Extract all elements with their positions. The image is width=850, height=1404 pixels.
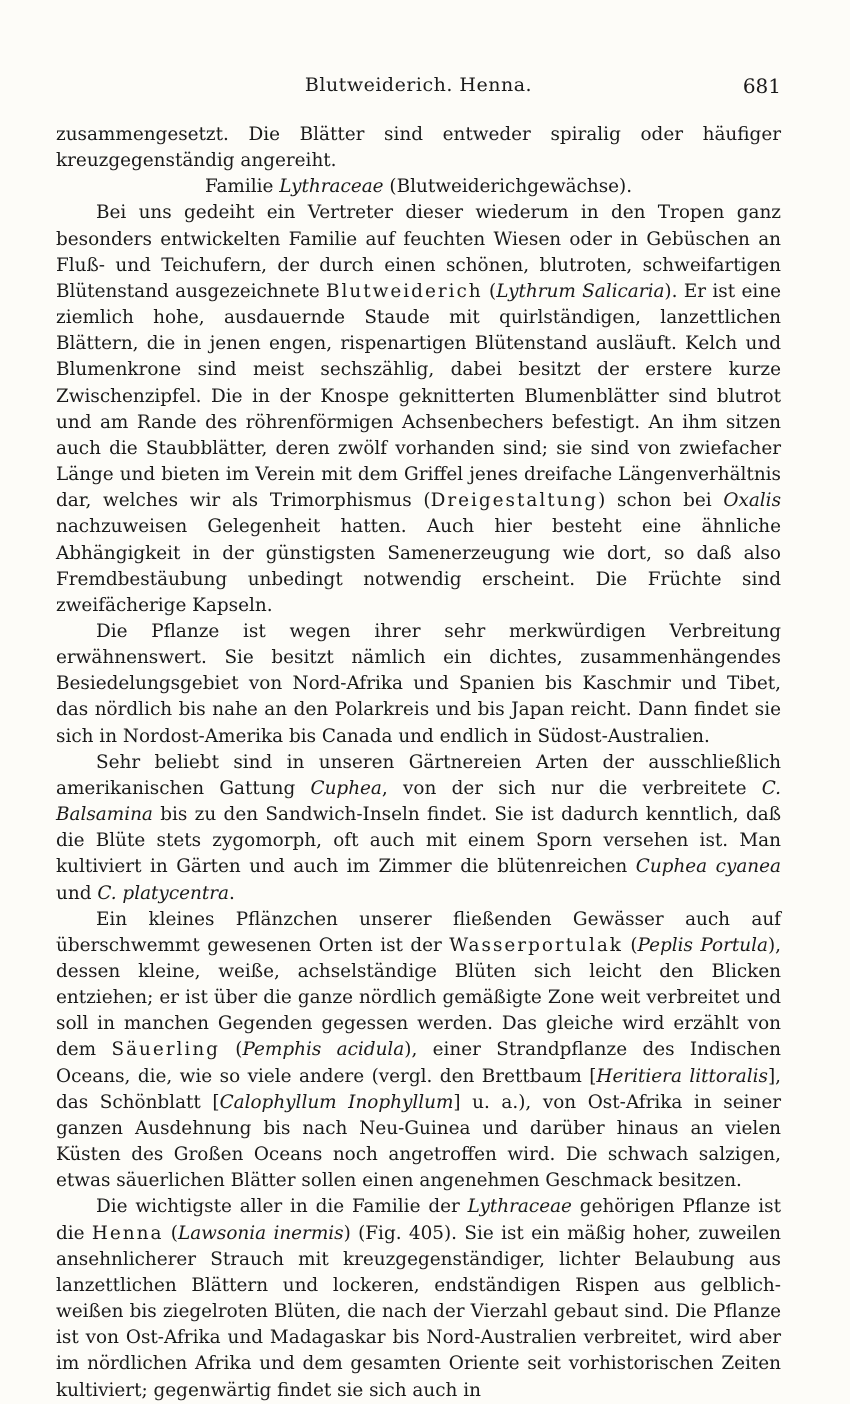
paragraph-verbreitung: Die Pflanze ist wegen ihrer sehr merkwürdigen Verbreitung erwähnenswert. Sie besitzt nämlich ein dichtes, zusammenhängendes Besiedelungsgebiet von Nord-Afrika und Spanien bis Kaschmir und Tibet, das nördlich bis nahe an den Polarkreis und bis Japan reicht. Dann findet sie sich in Nordost-Amerika bis Canada und endlich in Südost-Australien. (56, 620, 781, 747)
body-text (56, 122, 781, 1404)
paragraph-blutweiderich: Bei uns gedeiht ein Vertreter dieser wiederum in den Tropen ganz besonders entwickelten Familie auf feuchten Wiesen oder in Gebüschen an Fluß- und Teichufern, der durch einen schönen, blutroten, schweifartigen Blütenstand ausgezeichnete Blutweiderich (Lythrum Salicaria). Er ist eine ziemlich hohe, ausdauernde Staude mit quirlständigen, lanzettlichen Blättern, die in jenen engen, rispenartigen Blütenstand ausläuft. Kelch und Blumenkrone sind meist sechszählig, dabei besitzt der erstere kurze Zwischenzipfel. Die in der Knospe geknitterten Blumenblätter sind blutrot und am Rande des röhrenförmigen Achsenbechers befestigt. An ihm sitzen auch die Staubblätter, deren zwölf vorhanden sind; sie sind von zwiefacher Länge und bieten im Verein mit dem Griffel jenes dreifache Längenverhältnis dar, welches wir als Trimorphismus (Dreigestaltung) schon bei Oxalis nachzuweisen Gelegenheit hatten. Auch hier besteht eine ähnliche Abhängigkeit in der günstigsten Samenerzeugung wie dort, so daß also Fremdbestäubung unbedingt notwendig erscheint. Die Früchte sind zweifächerige Kapseln. (56, 202, 782, 616)
paragraph-wasserportulak: Ein kleines Pflänzchen unserer fließenden Gewässer auch auf überschwemmt gewesenen Orten ist der Wasserportulak (Peplis Portula), dessen kleine, weiße, achselständige Blüten sich leicht den Blicken entziehen; er ist über die ganze nördlich gemäßigte Zone weit verbreitet und soll in manchen Gegenden gegessen werden. Das gleiche wird erzählt von dem Säuerling (Pemphis acidula), einer Strandpflanze des Indischen Oceans, die, wie so viele andere (vergl. den Brettbaum [Heritiera littoralis], das Schönblatt [Calophyllum Inophyllum] u. a.), von Ost-Afrika in seiner ganzen Ausdehnung bis nach Neu-Guinea und darüber hinaus an vielen Küsten des Großen Oceans noch angetroffen wird. Die schwach salzigen, etwas säuerlichen Blätter sollen einen angenehmen Geschmack besitzen. (56, 908, 781, 1192)
paragraph-henna: Die wichtigste aller in die Familie der Lythraceae gehörigen Pflanze ist die Henna (Lawsonia inermis) (Fig. 405). Sie ist ein mäßig hoher, zuweilen ansehnlicherer Strauch mit kreuzgegenständiger, lichter Belaubung aus lanzettlichen Blättern und lockeren, endständigen Rispen aus gelblich-weißen bis ziegelroten Blüten, die nach der Vierzahl gebaut sind. Die Pflanze ist von Ost-Afrika und Madagaskar bis Nord-Australien verbreitet, wird aber im nördlichen Afrika und dem gesamten Oriente seit vorhistorischen Zeiten kultiviert; gegenwärtig findet sie sich auch in (56, 1196, 781, 1401)
running-title: Blutweiderich. Henna. (304, 74, 533, 96)
section-heading: Familie Lythraceae (Blutweiderichgewächse). (204, 176, 633, 198)
paragraph-cuphea: Sehr beliebt sind in unseren Gärtnereien Arten der ausschließlich amerikanischen Gattung Cuphea, von der sich nur die verbreitete C. Balsamina bis zu den Sandwich-Inseln findet. Sie ist dadurch kenntlich, daß die Blüte stets zygomorph, oft auch mit einem Sporn versehen ist. Man kultiviert in Gärten und auch im Zimmer die blütenreichen Cuphea cyanea und C. platycentra. (56, 751, 781, 904)
page-number: 681 (742, 74, 781, 98)
paragraph-continuation: zusammengesetzt. Die Blätter sind entweder spiralig oder häufiger kreuzgegenständig angereiht. (56, 124, 781, 172)
page-header (56, 74, 781, 102)
